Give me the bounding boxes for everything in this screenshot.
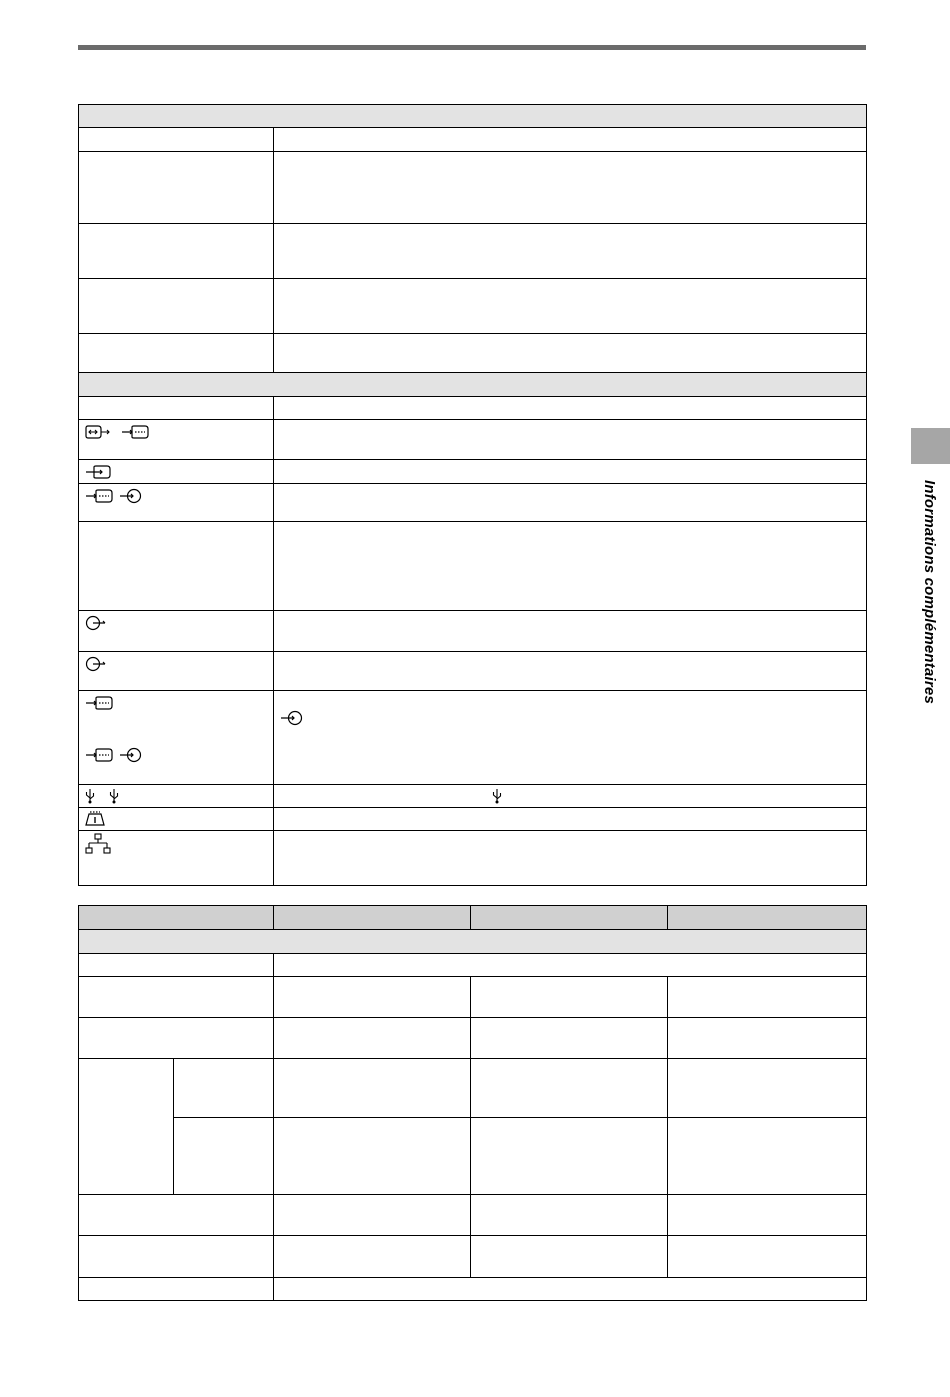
scart-input-icon [85,488,113,504]
spec-label-cell [79,397,274,420]
connector-label-cell [79,808,274,831]
audio-output-icon [85,656,107,672]
connector-value-cell [274,484,867,522]
spec-label-cell [79,977,274,1018]
connector-value-cell [274,611,867,652]
connector-value-cell [274,691,867,785]
connector-value-cell [274,652,867,691]
section-header-row [79,105,867,128]
column-header-cell [274,906,471,930]
connector-label-cell [79,652,274,691]
model-value-cell [471,1059,668,1118]
card-slot-icon [85,811,105,827]
circle-input-icon [119,747,143,763]
section-header-row [79,930,867,954]
spec-value-cell [274,224,867,279]
model-value-cell [274,977,471,1018]
spec-label-cell [79,128,274,152]
circle-input-icon [280,710,304,726]
usb-icon [109,788,119,804]
model-value-cell [274,1236,471,1278]
model-value-cell [471,1118,668,1195]
usb-icon [85,788,95,804]
connector-label-cell [79,691,274,785]
connector-value-cell [274,831,867,886]
spec-label-cell [79,1018,274,1059]
connector-label-cell [79,484,274,522]
model-value-cell [471,977,668,1018]
model-value-cell [668,977,867,1018]
column-header-cell [668,906,867,930]
spec-value-cell [274,334,867,373]
av-input-icon [85,464,113,480]
connector-value-cell [274,808,867,831]
section-tab-marker [911,428,950,464]
model-value-cell [471,1236,668,1278]
scart-input-icon [85,695,113,711]
spec-value-cell [274,279,867,334]
connector-value-cell [274,785,867,808]
connector-label-cell [79,420,274,460]
spec-sublabel-cell [174,1059,274,1118]
usb-icon [492,788,502,804]
connector-label-cell [79,785,274,808]
model-value-cell [274,1018,471,1059]
spec-label-cell [79,279,274,334]
model-value-cell [274,1118,471,1195]
spec-label-cell [79,954,274,977]
spec-label-cell [79,522,274,611]
spec-group-label-cell [79,1059,174,1195]
spec-value-cell [274,397,867,420]
model-value-cell [471,1018,668,1059]
model-value-cell [471,1195,668,1236]
model-value-cell [668,1236,867,1278]
model-value-cell [668,1018,867,1059]
spec-value-cell [274,128,867,152]
model-value-cell [274,1059,471,1118]
model-value-cell [274,1195,471,1236]
bidirectional-scart-icon [85,424,115,440]
audio-output-icon [85,615,107,631]
spec-table-models [78,905,867,1301]
scart-input-icon [121,424,149,440]
section-header-row [79,373,867,397]
top-rule [78,45,866,50]
spec-value-cell [274,522,867,611]
scart-input-icon [85,747,113,763]
connector-value-cell [274,420,867,460]
spec-label-cell [79,224,274,279]
connector-label-cell [79,460,274,484]
connector-value-cell [274,460,867,484]
connector-label-cell [79,611,274,652]
column-header-cell [471,906,668,930]
spec-label-cell [79,1278,274,1301]
network-icon [85,833,111,855]
circle-input-icon [119,488,143,504]
spec-sublabel-cell [174,1118,274,1195]
section-side-label: Informations complémentaires [921,480,938,704]
model-value-cell [668,1059,867,1118]
model-value-cell [668,1195,867,1236]
spec-value-cell [274,954,867,977]
connector-label-cell [79,831,274,886]
spec-label-cell [79,1236,274,1278]
spec-label-cell [79,152,274,224]
spec-label-cell [79,334,274,373]
spec-value-cell [274,1278,867,1301]
spec-table-main [78,104,867,886]
spec-label-cell [79,1195,274,1236]
spec-value-cell [274,152,867,224]
model-value-cell [668,1118,867,1195]
column-header-cell [79,906,274,930]
